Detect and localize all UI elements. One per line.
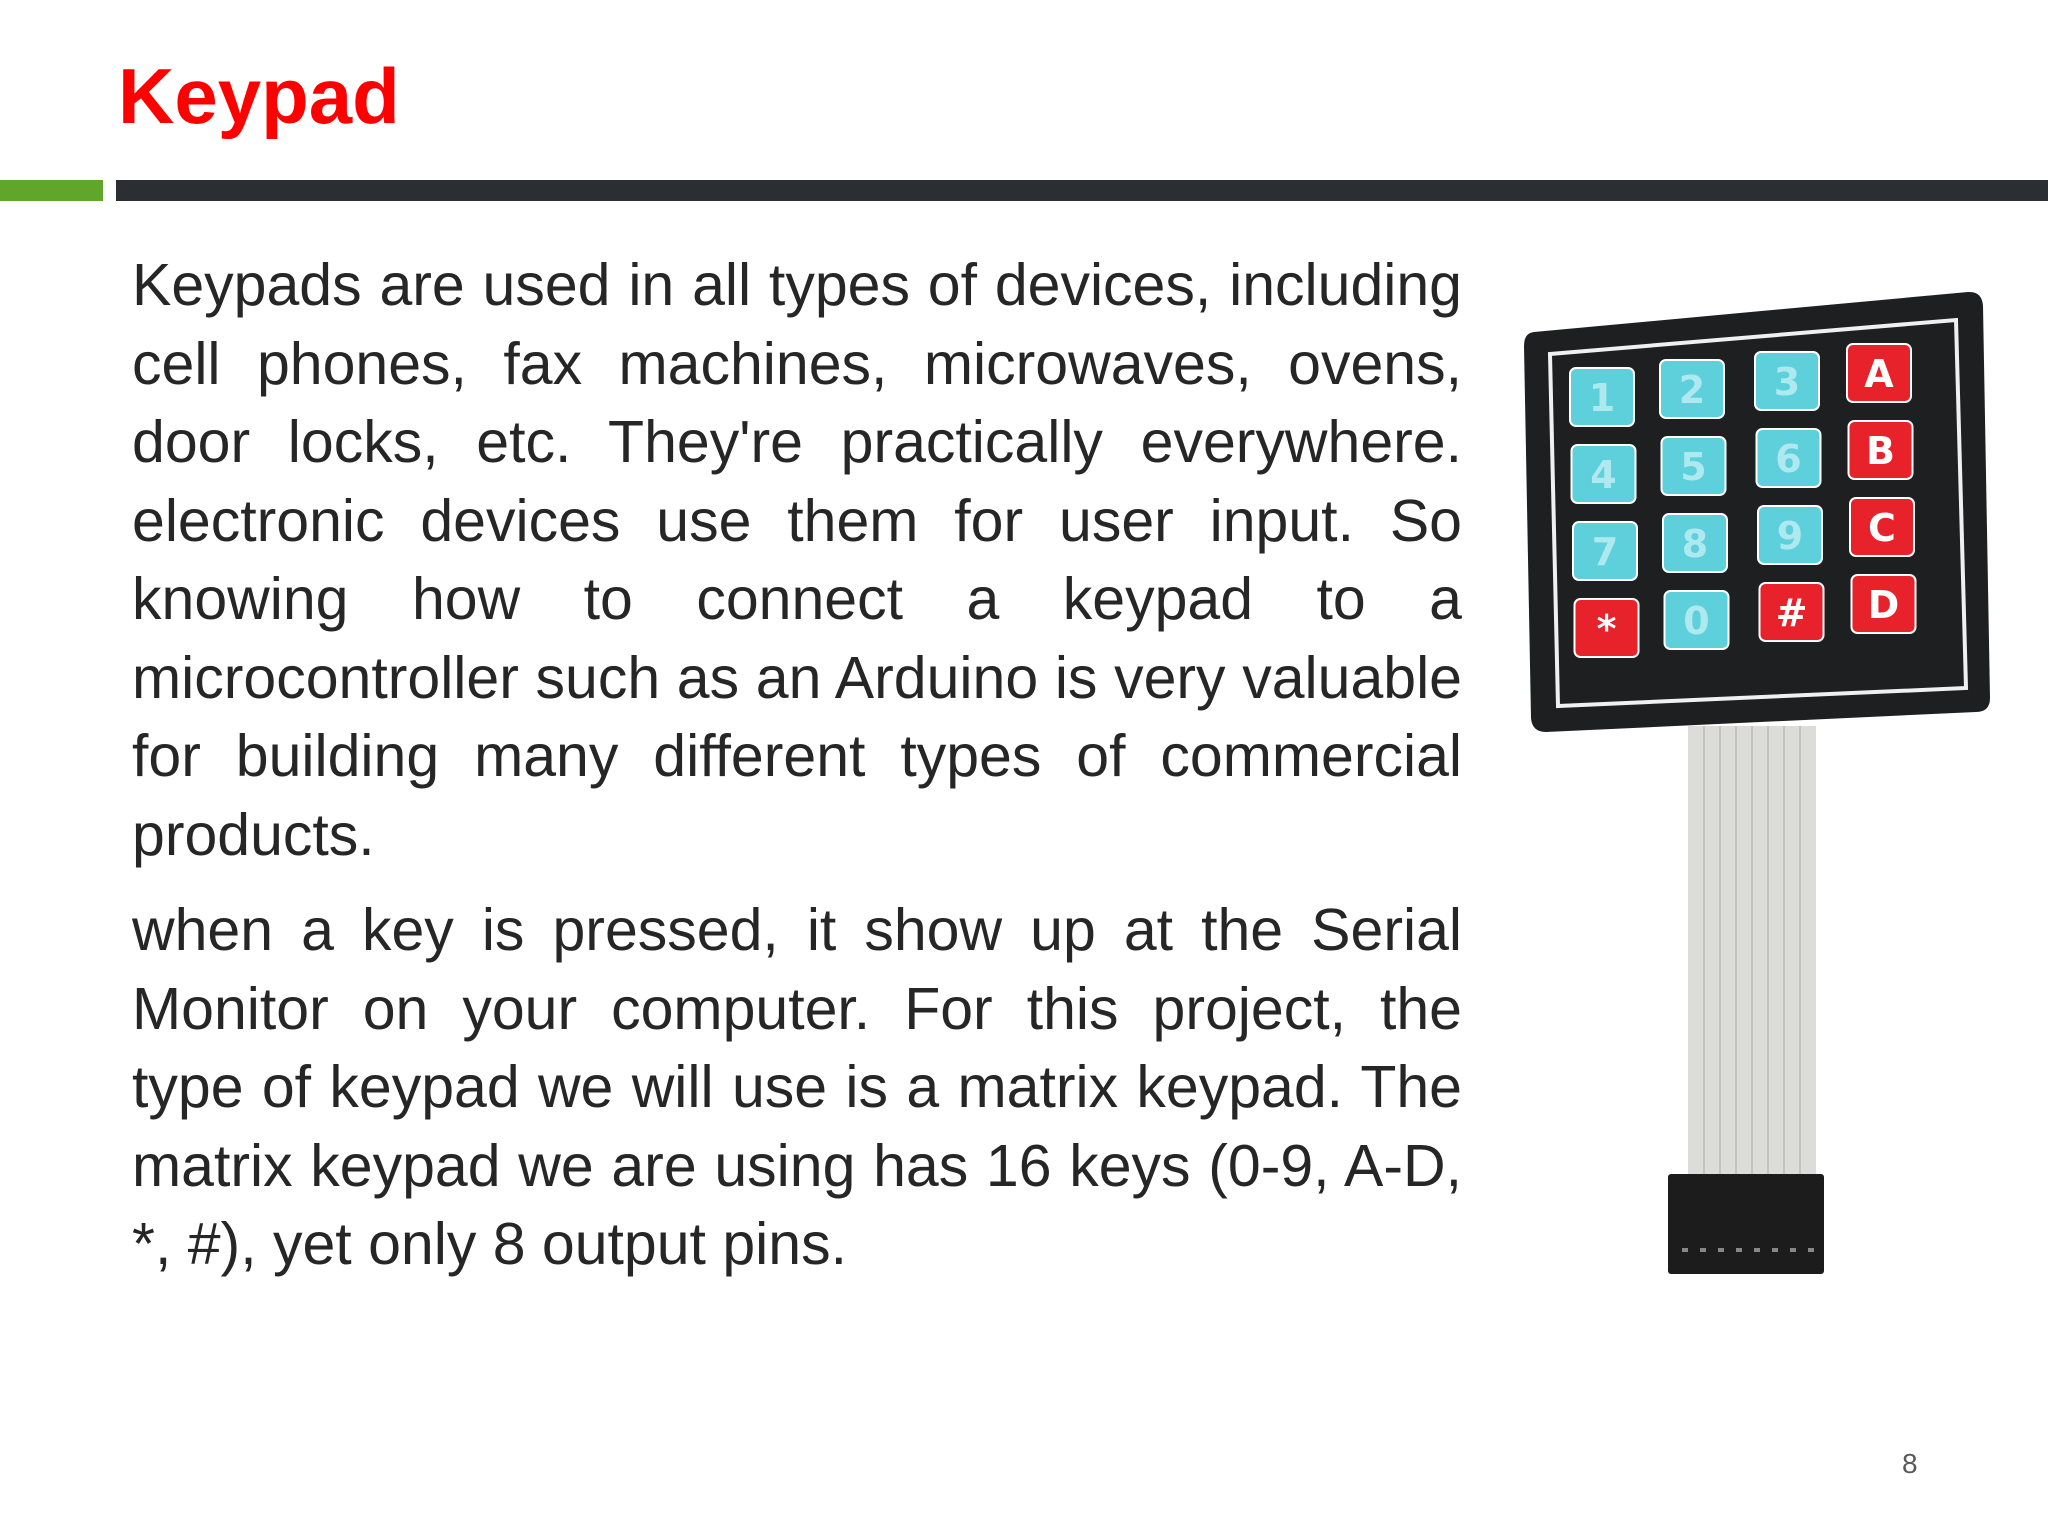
key-label: 8 bbox=[1681, 522, 1709, 566]
key-label: D bbox=[1867, 583, 1900, 627]
cable-connector bbox=[1668, 1174, 1824, 1274]
key-b bbox=[1849, 421, 1913, 479]
key-9 bbox=[1758, 506, 1822, 564]
key-label: 0 bbox=[1683, 599, 1710, 643]
key-6 bbox=[1757, 429, 1821, 487]
paragraph-matrix-keypad: when a key is pressed, it show up at the Serial Monitor on your computer. For this project, the type of keypad we will use is a matrix keypad. The matrix keypad we are using has 16 keys (0-9, A-D, *, #), yet only 8 output pins. bbox=[132, 897, 1462, 1277]
key-8 bbox=[1663, 514, 1727, 572]
key-label: 7 bbox=[1591, 530, 1619, 574]
key-label: 9 bbox=[1776, 514, 1804, 558]
key-2 bbox=[1660, 360, 1724, 418]
key-label: 5 bbox=[1680, 445, 1707, 489]
keypad-image bbox=[1520, 278, 2000, 1288]
key-label: A bbox=[1864, 352, 1894, 396]
key-a bbox=[1847, 344, 1911, 402]
key-7 bbox=[1573, 522, 1637, 580]
key-label: B bbox=[1866, 429, 1895, 473]
keypad-illustration bbox=[1520, 278, 2000, 1288]
title-accent-bar-green bbox=[0, 180, 103, 201]
key-label: # bbox=[1775, 591, 1808, 635]
body-text bbox=[132, 246, 1462, 1284]
key-d bbox=[1852, 575, 1916, 633]
key-0 bbox=[1665, 591, 1729, 649]
key-label: C bbox=[1868, 506, 1896, 550]
key-star bbox=[1575, 599, 1639, 657]
title-accent-bar-dark bbox=[116, 180, 2048, 201]
key-4 bbox=[1572, 445, 1636, 503]
page-number: 8 bbox=[1902, 1448, 1918, 1479]
key-hash bbox=[1760, 583, 1824, 641]
paragraph-intro: Keypads are used in all types of devices, including cell phones, fax machines, microwaves, ovens, door locks, etc. They're practically everywhere. electronic devices use them for user input. So knowing how to connect a keypad to a microcontroller such as an Arduino is very valuable for building many different types of commercial products. bbox=[132, 252, 1462, 868]
slide-title: Keypad bbox=[118, 52, 400, 140]
key-label: 4 bbox=[1590, 453, 1617, 497]
key-c bbox=[1850, 498, 1914, 556]
key-label: 6 bbox=[1775, 437, 1802, 481]
key-1 bbox=[1570, 368, 1634, 426]
key-label: * bbox=[1596, 607, 1617, 651]
key-label: 1 bbox=[1588, 376, 1616, 420]
key-3 bbox=[1755, 352, 1819, 410]
key-label: 3 bbox=[1773, 360, 1801, 404]
key-5 bbox=[1662, 437, 1726, 495]
key-label: 2 bbox=[1678, 368, 1706, 412]
